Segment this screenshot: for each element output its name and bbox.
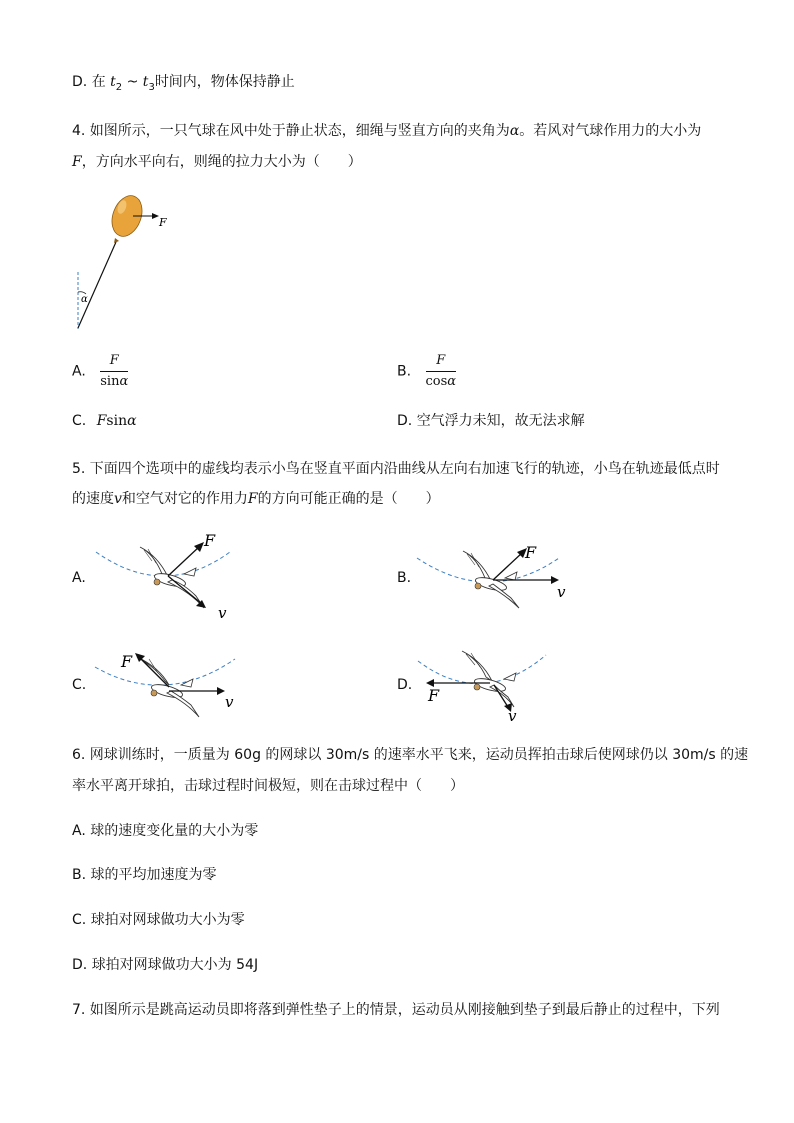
q7-stem-line1: 7. 如图所示是跳高运动员即将落到弹性垫子上的情景，运动员从刚接触到垫子到最后静止的过程中，下列 xyxy=(72,1002,720,1018)
q4-stem-line1: 4. 如图所示，一只气球在风中处于静止状态，细绳与竖直方向的夹角为α。若风对气球作用力的大小为 xyxy=(72,123,702,139)
fraction-b: $\frac{F}{\cos\alpha}$ xyxy=(425,353,457,389)
angle-label: α xyxy=(81,294,88,305)
q5-option-a-figure xyxy=(92,530,242,625)
bird-icon xyxy=(137,657,199,717)
force-label: F xyxy=(159,216,167,229)
q5-option-c-figure xyxy=(95,645,255,725)
svg-text:v: v xyxy=(225,693,234,711)
svg-text:F: F xyxy=(428,686,440,705)
bird-icon xyxy=(140,547,204,608)
fraction-a: $\frac{F}{\sin\alpha}$ xyxy=(100,353,129,389)
q5-stem-line1: 5. 下面四个选项中的虚线均表示小鸟在竖直平面内沿曲线从左向右加速飞行的轨迹，小鸟在轨迹最低点时 xyxy=(72,461,720,477)
q3-option-d: D. 在 $t_2$ ~ $t_3$时间内，物体保持静止 xyxy=(72,74,295,93)
svg-text:v: v xyxy=(218,604,227,622)
svg-text:F: F xyxy=(121,652,133,671)
q4-option-b[interactable]: B. $\frac{F}{\cos\alpha}$ xyxy=(397,353,457,389)
q5-option-b-letter[interactable]: B. xyxy=(397,570,412,586)
q5-option-d-letter[interactable]: D. xyxy=(397,677,413,693)
q6-stem-line2: 率水平离开球拍，击球过程时间极短，则在击球过程中（ ） xyxy=(72,778,464,794)
q6-option-d[interactable]: D. 球拍对网球做功大小为 54J xyxy=(72,957,259,973)
q5-stem-line2: 的速度v和空气对它的作用力F的方向可能正确的是（ ） xyxy=(72,491,440,507)
q4-balloon-figure xyxy=(70,192,190,337)
q4-option-d[interactable]: D. 空气浮力未知，故无法求解 xyxy=(397,413,585,429)
svg-text:v: v xyxy=(508,707,517,725)
q6-option-a[interactable]: A. 球的速度变化量的大小为零 xyxy=(72,823,259,839)
q6-option-c[interactable]: C. 球拍对网球做功大小为零 xyxy=(72,912,245,928)
q5-option-d-figure xyxy=(418,645,558,725)
q5-option-a-letter[interactable]: A. xyxy=(72,570,86,586)
q4-stem-line2: F，方向水平向右，则绳的拉力大小为（ ） xyxy=(72,154,362,170)
bird-icon xyxy=(462,651,516,707)
svg-text:F: F xyxy=(525,543,537,562)
q4-option-c[interactable]: C. Fsinα xyxy=(72,413,137,429)
q5-option-b-figure xyxy=(415,538,575,628)
q5-option-c-letter[interactable]: C. xyxy=(72,677,87,693)
svg-text:v: v xyxy=(557,583,566,601)
svg-text:F: F xyxy=(204,531,216,550)
q6-option-b[interactable]: B. 球的平均加速度为零 xyxy=(72,867,217,883)
q4-option-a[interactable]: A. $\frac{F}{\sin\alpha}$ xyxy=(72,353,129,389)
q6-stem-line1: 6. 网球训练时，一质量为 60g 的网球以 30m/s 的速率水平飞来，运动员挥拍击球后使网球仍以 30m/s 的速 xyxy=(72,747,749,763)
